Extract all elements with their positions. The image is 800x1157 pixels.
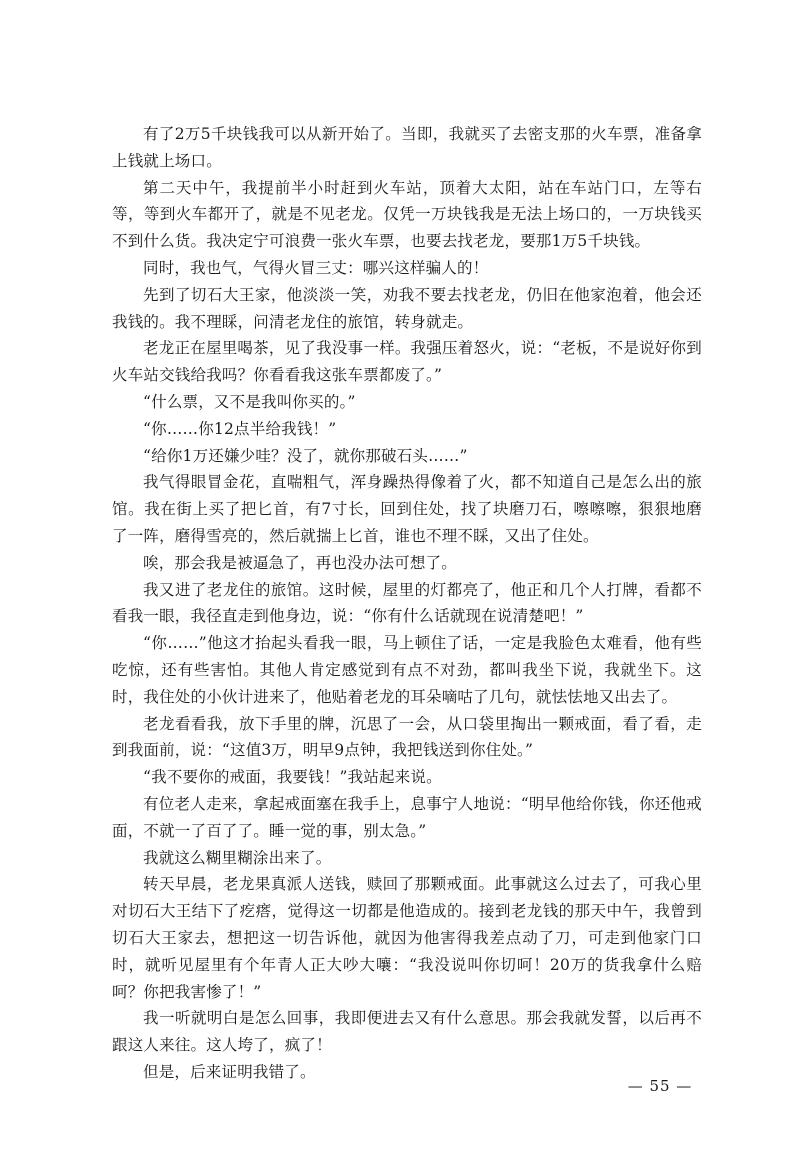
page-number: — 55 —: [627, 1077, 693, 1095]
paragraph-4: 先到了切石大王家，他淡淡一笑，劝我不要去找老龙，仍旧在他家泡着，他会还我钱的。我不理睬，问清老龙住的旅馆，转身就走。: [112, 285, 702, 331]
paragraph-19: 但是，后来证明我错了。: [143, 1062, 316, 1081]
body-text: [112, 121, 702, 1086]
paragraph-16: 我就这么糊里糊涂出来了。: [143, 848, 332, 867]
paragraph-10: 唉，那会我是被逼急了，再也没办法可想了。: [143, 553, 458, 572]
paragraph-7: “你……你12点半给我钱！”: [143, 419, 337, 438]
paragraph-12: “你……”他这才抬起头看我一眼，马上顿住了话，一定是我脸色太难看，他有些吃惊，还有些害怕。其他人肯定感觉到有点不对劲，都叫我坐下说，我就坐下。这时，我住处的小伙计进来了，他贴着老龙的耳朵嘀咕了几句，就怯怯地又出去了。: [112, 634, 702, 706]
paragraph-8: “给你1万还嫌少哇？没了，就你那破石头……”: [143, 446, 468, 465]
paragraph-11: 我又进了老龙住的旅馆。这时候，屋里的灯都亮了，他正和几个人打牌，看都不看我一眼，我径直走到他身边，说：“你有什么话就现在说清楚吧！”: [112, 580, 702, 626]
paragraph-1: 有了2万5千块钱我可以从新开始了。当即，我就买了去密支那的火车票，准备拿上钱就上场口。: [112, 125, 702, 170]
paragraph-15: 有位老人走来，拿起戒面塞在我手上，息事宁人地说：“明早他给你钱，你还他戒面，不就一了百了了。睡一觉的事，别太急。”: [112, 794, 702, 840]
paragraph-2: 第二天中午，我提前半小时赶到火车站，顶着大太阳，站在车站门口，左等右等，等到火车都开了，就是不见老龙。仅凭一万块钱我是无法上场口的，一万块钱买不到什么货。我决定宁可浪费一张火车票，也要去找老龙，要那1万5千块钱。: [112, 178, 702, 251]
paragraph-18: 我一听就明白是怎么回事，我即便进去又有什么意思。那会我就发誓，以后再不跟这人来往。这人垮了，疯了！: [112, 1009, 702, 1055]
paragraph-5: 老龙正在屋里喝茶，见了我没事一样。我强压着怒火，说：“老板，不是说好你到火车站交钱给我吗？你看看我这张车票都废了。”: [112, 339, 702, 385]
paragraph-17: 转天早晨，老龙果真派人送钱，赎回了那颗戒面。此事就这么过去了，可我心里对切石大王结下了疙瘩，觉得这一切都是他造成的。接到老龙钱的那天中午，我曾到切石大王家去，想把这一切告诉他，就因为他害得我差点动了刀，可走到他家门口时，就听见屋里有个年青人正大吵大嚷：“我没说叫你切呵！20万的货我拿什么赔呵？你把我害惨了！”: [112, 875, 702, 1001]
paragraph-3: 同时，我也气，气得火冒三丈：哪兴这样骗人的！: [143, 258, 489, 277]
paragraph-14: “我不要你的戒面，我要钱！”我站起来说。: [143, 768, 442, 787]
paragraph-9: 我气得眼冒金花，直喘粗气，浑身躁热得像着了火，都不知道自己是怎么出的旅馆。我在街上买了把匕首，有7寸长，回到住处，找了块磨刀石，嚓嚓嚓，狠狠地磨了一阵，磨得雪亮的，然后就揣上匕首，谁也不理不睬，又出了住处。: [112, 473, 702, 545]
paragraph-6: “什么票，又不是我叫你买的。”: [143, 392, 356, 411]
paragraph-13: 老龙看看我，放下手里的牌，沉思了一会，从口袋里掏出一颗戒面，看了看，走到我面前，说：“这值3万，明早9点钟，我把钱送到你住处。”: [112, 714, 702, 760]
